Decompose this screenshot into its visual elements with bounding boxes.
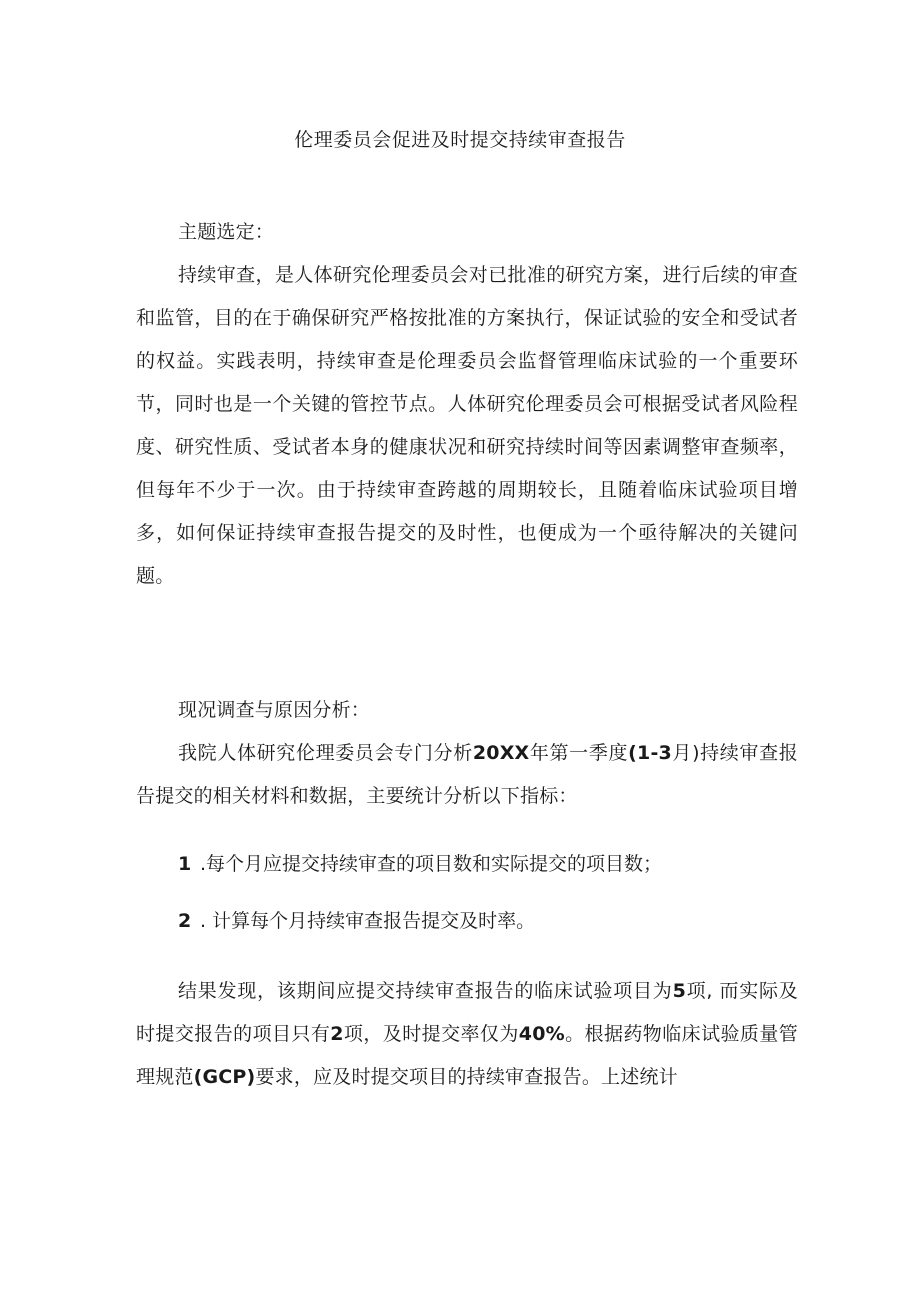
result-text-1: 结果发现，该期间应提交持续审查报告的临床试验项目为	[178, 980, 673, 1002]
result-gcp: (GCP)	[193, 1066, 256, 1088]
result-text-4: 。根据药物临床试验质量管理规范	[136, 1023, 798, 1088]
list-item-number: 1	[178, 853, 192, 875]
section-topic-selection	[136, 211, 798, 598]
result-text-2: 项, 而实际及时提交报告的项目只有	[136, 980, 798, 1045]
result-text-3: 项，及时提交率仅为	[343, 1023, 519, 1045]
paragraph-survey-intro	[136, 732, 798, 818]
section-heading-topic: 主题选定：	[178, 221, 275, 243]
list-item	[178, 903, 535, 939]
list-item-text: .每个月应提交持续审查的项目数和实际提交的项目数；	[200, 853, 663, 875]
intro-text-1: 我院人体研究伦理委员会专门分析	[178, 742, 473, 764]
intro-text-3: 月)持续审查报告提交的相关材料和数据，主要统计分析以下指标：	[136, 742, 798, 807]
document-title: 伦理委员会促进及时提交持续审查报告	[294, 129, 626, 151]
intro-year: 20XX	[472, 742, 530, 764]
section-heading-survey: 现况调查与原因分析：	[178, 699, 371, 721]
section-results	[136, 970, 798, 1099]
section-survey-analysis	[136, 689, 798, 818]
intro-months: (1-3	[628, 742, 672, 764]
result-total-count: 5	[672, 980, 687, 1002]
result-rate: 40%	[518, 1023, 565, 1045]
list-item-text: . 计算每个月持续审查报告提交及时率。	[200, 910, 536, 932]
paragraph-topic: 持续审查，是人体研究伦理委员会对已批准的研究方案，进行后续的审查和监管，目的在于确保研究严格按批准的方案执行，保证试验的安全和受试者的权益。实践表明，持续审查是伦理委员会监督管理临床试验的一个重要环节，同时也是一个关键的管控节点。人体研究伦理委员会可根据受试者风险程度、研究性质、受试者本身的健康状况和研究持续时间等因素调整审查频率，但每年不少于一次。由于持续审查跨越的周期较长，且随着临床试验项目增多，如何保证持续审查报告提交的及时性，也便成为一个亟待解决的关键问题。	[136, 264, 798, 587]
paragraph-results	[136, 970, 798, 1099]
list-item	[178, 846, 662, 882]
intro-text-2: 年第一季度	[529, 742, 629, 764]
result-text-5: 要求，应及时提交项目的持续审查报告。上述统计	[255, 1066, 678, 1088]
result-timely-count: 2	[330, 1023, 344, 1045]
list-item-number: 2	[178, 910, 192, 932]
